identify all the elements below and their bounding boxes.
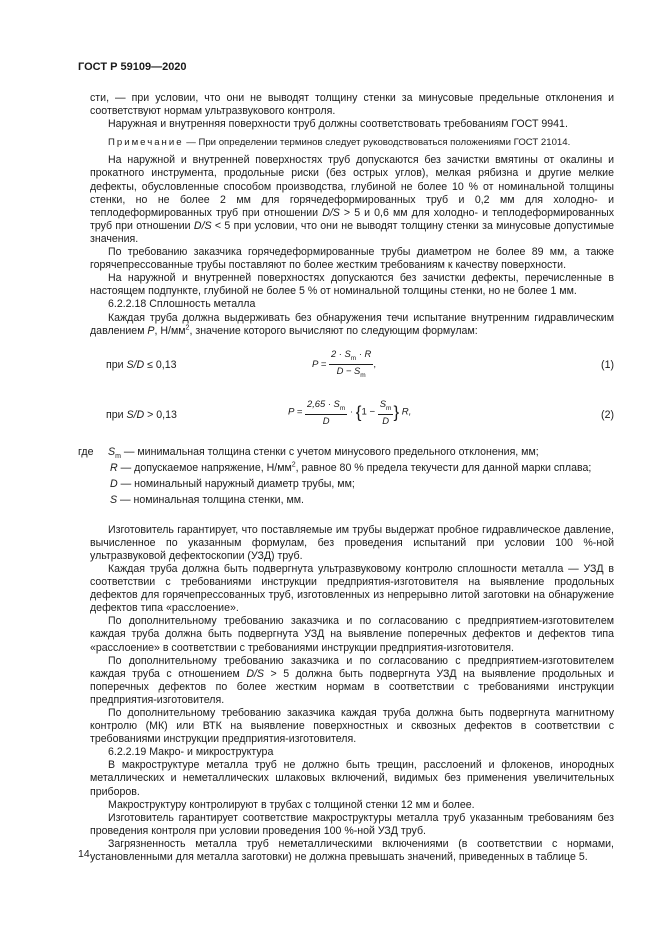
fraction	[329, 348, 373, 381]
formula-expression	[288, 398, 411, 426]
numerator	[329, 348, 373, 365]
text-run: > 0,13	[144, 408, 177, 421]
paragraph: Изготовитель гарантирует, что поставляемые им трубы выдержат пробное гидравлическое давление, вычисленное по указанным формулам, без проведения испытаний при условии 100 %-ной ультразвуковой дефектоскопии (УЗД) труб.	[90, 523, 614, 562]
paragraph: Макроструктуру контролируют в трубах с толщиной стенки 12 мм и более.	[108, 798, 475, 811]
definition-row	[90, 478, 614, 494]
variable: R	[110, 461, 118, 474]
subscript: m	[360, 371, 366, 379]
fraction	[305, 398, 347, 426]
denominator	[305, 415, 347, 426]
variable: D/S	[322, 206, 340, 219]
text-run: 2,65 · S	[306, 397, 340, 409]
subscript: m	[350, 354, 357, 362]
page-number: 14	[78, 848, 90, 860]
text-run: при	[106, 358, 127, 371]
formula-lhs: P =	[312, 358, 327, 370]
text-run: — номинальная толщина стенки, мм.	[117, 493, 304, 506]
note-label: Примечание	[108, 137, 184, 149]
paragraph	[90, 154, 614, 246]
text-run: · R	[356, 347, 372, 359]
fraction	[378, 398, 394, 426]
text-run: , равное 80 % предела текучести для данной марки сплава;	[295, 461, 592, 474]
denominator	[378, 415, 394, 426]
brace-open: {	[355, 402, 362, 422]
document-header: ГОСТ Р 59109—2020	[78, 61, 187, 73]
variable: S/D	[126, 408, 145, 421]
paragraph: сти, — при условии, что они не выводят толщину стенки за минусовые предельные отклонения и соответствуют нормам ультразвукового контроля.	[90, 92, 614, 118]
page-body	[78, 92, 614, 864]
text-run: , Н/мм	[154, 324, 186, 337]
text-run: ≤ 0,13	[144, 358, 177, 371]
paragraph: Каждая труба должна быть подвергнута ультразвуковому контролю сплошности металла — УЗД в соответствии с требованиями инструкции предприятия-изготовителя на выявление продольных дефектов для горячепрессованных труб, изготовленных из непрерывно литой заготовки на обнаружение дефектов типа «расслоение».	[90, 562, 614, 615]
definition-text	[110, 462, 591, 475]
subscript: m	[339, 404, 346, 412]
variable-definitions	[78, 445, 614, 510]
formula-lhs: P =	[288, 406, 303, 418]
numerator	[378, 398, 394, 415]
definition-row	[90, 462, 614, 478]
where-label: где	[78, 445, 94, 458]
note	[90, 136, 614, 149]
variable: P	[147, 324, 155, 337]
variable: S	[110, 493, 118, 506]
paragraph	[90, 655, 614, 707]
paragraph: Изготовитель гарантирует соответствие макроструктуры металла труб указанным требованиям без проведения контроля при условии проведения 100 %-ной УЗД труб.	[90, 811, 614, 837]
text-run: — номинальный наружный диаметр трубы, мм;	[117, 477, 355, 490]
paragraph: На наружной и внутренней поверхностях допускаются без зачистки дефекты, перечисленные в настоящем подпункте, глубиной не более 5 % от номинальной толщины стенки, но не более 1 мм.	[90, 272, 614, 298]
text-run: По дополнительному требованию заказчика и по согласованию с предприятием-изготовителем каждая труба с отношением	[90, 654, 614, 680]
note-text: — При определении терминов следует руководствоваться положениями ГОСТ 21014.	[183, 137, 571, 149]
text-run: S	[379, 397, 387, 409]
formula-1	[90, 346, 614, 386]
formula-condition	[106, 409, 177, 422]
text-run: > 5 должна быть подвергнута УЗД на выявление продольных и поперечных дефектов по более жестким нормам в соответствии с требованиями инструкции предприятия-изготовителя.	[90, 667, 614, 706]
text-run: > 5 и 0,6 мм для холодно- и теплодеформированных труб при отношении	[90, 206, 614, 232]
definition-text	[110, 494, 304, 507]
superscript: 2	[185, 324, 190, 332]
superscript: 2	[291, 461, 296, 469]
paragraph: По дополнительному требованию заказчика каждая труба должна быть подвергнута магнитному контролю (МК) или ВТК на выявление поверхностных и сквозных дефектов в соответствии с требованиями инструкции предприятия-изготовителя.	[90, 707, 614, 746]
definition-text	[110, 478, 355, 491]
subscript: m	[386, 404, 392, 412]
denominator	[329, 365, 373, 381]
numerator	[305, 398, 347, 415]
paragraph: По требованию заказчика горячедеформированные трубы диаметром не более 89 мм, а также горячепрессованные трубы поставляют по более жестким требованиям к качеству поверхности.	[90, 246, 614, 272]
variable: S	[108, 445, 116, 458]
text-run: Каждая труба должна выдерживать без обнаружения течи испытание внутренним гидравлическим давлением	[90, 311, 614, 337]
text-run: , значение которого вычисляют по следующим формулам:	[189, 324, 478, 337]
text-run: 1 −	[361, 406, 378, 418]
text-run: D − S	[336, 364, 361, 376]
variable: D/S	[193, 219, 212, 232]
paragraph: По дополнительному требованию заказчика и по согласованию с предприятием-изготовителем каждая труба должна быть подвергнута УЗД на выявление поперечных дефектов и дефектов типа «расслоение» в соответствии с требованиями инструкции предприятия-изготовителя.	[90, 615, 614, 654]
text-run: — минимальная толщина стенки с учетом минусового предельного отклонения, мм;	[120, 445, 539, 458]
formula-condition	[106, 359, 177, 372]
definition-text	[108, 446, 539, 463]
variable: D	[110, 477, 118, 490]
variable: D/S	[246, 667, 264, 680]
text-run: R,	[399, 406, 412, 418]
text-run: 2 · S	[330, 347, 351, 359]
text-run: D	[382, 414, 389, 426]
brace-close: }	[393, 402, 400, 422]
paragraph: Загрязненность металла труб неметаллическими включениями (в соответствии с нормами, установленными для металла заготовки) не должна превышать значений, приведенных в таблице 5.	[90, 837, 614, 864]
text-run: ,	[373, 358, 376, 370]
subscript: m	[115, 452, 121, 460]
text-run: < 5 при условии, что они не выводят толщину стенки за минусовые допустимые значения.	[90, 219, 614, 245]
formula-number: (2)	[601, 408, 614, 421]
paragraph	[90, 312, 614, 338]
paragraph: В макроструктуре металла труб не должно быть трещин, расслоений и флокенов, инородных металлических и неметаллических шлаковых включений, видимых без применения увеличительных приборов.	[90, 759, 614, 798]
definition-row	[90, 494, 614, 510]
paragraph: Наружная и внутренняя поверхности труб должны соответствовать требованиям ГОСТ 9941.	[108, 118, 568, 131]
text-run: ·	[347, 406, 356, 418]
definition-row	[78, 445, 614, 462]
section-heading: 6.2.2.19 Макро- и микроструктура	[108, 746, 274, 759]
text-run: — допускаемое напряжение, Н/мм	[117, 461, 292, 474]
variable: S/D	[126, 358, 145, 371]
section-heading: 6.2.2.18 Сплошность металла	[108, 298, 256, 311]
text-run: при	[106, 408, 127, 421]
formula-expression	[312, 348, 376, 381]
text-run: D	[322, 414, 330, 426]
formula-number: (1)	[601, 358, 614, 371]
formula-2	[90, 396, 614, 436]
text-run: На наружной и внутренней поверхностях труб допускаются без зачистки вмятины от окалины и прокатного инструмента, продольные риски (без острых углов), мелкая рябизна и другие мелкие дефекты, обусловленные способом производства, глубиной не более 10 % от номинальной толщины стенки, но не более 2 мм для горячедеформированных труб и 0,2 мм для холодно- и теплодеформированных труб при отношении	[90, 154, 614, 219]
